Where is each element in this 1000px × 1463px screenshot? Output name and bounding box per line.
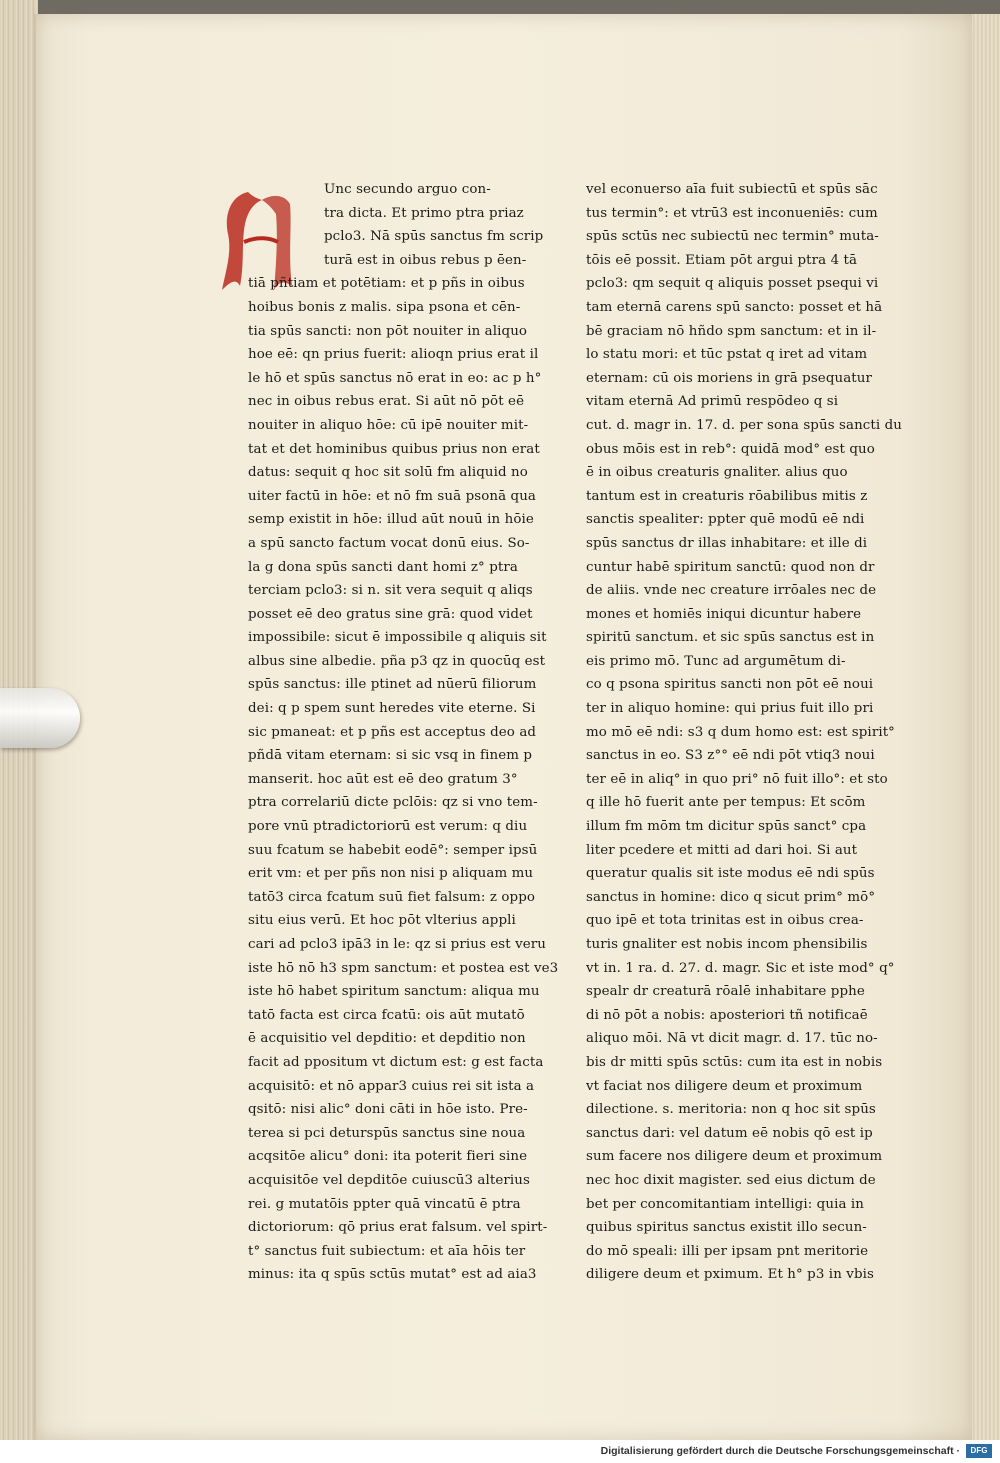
text-line: spūs sanctus: ille ptinet ad nūerū filiorum — [248, 677, 537, 693]
text-line: acquisitō: et nō appar3 cuius rei sit ista a — [248, 1078, 535, 1094]
text-line: turā est in oibus rebus p ēen- — [324, 252, 527, 268]
text-line: terea si pci deturspūs sanctus sine noua — [248, 1125, 526, 1141]
text-line: facit ad ppositum vt dictum est: g est facta — [248, 1054, 544, 1070]
text-line: pñdā vitam eternam: si sic vsq in finem p — [248, 748, 533, 764]
text-line: dilectione. s. meritoria: non q hoc sit spūs — [586, 1102, 876, 1118]
text-line: la g dona spūs sancti dant homi z° ptra — [248, 559, 518, 575]
text-line: ter eē in aliq° in quo pri° nō fuit illo°: et sto — [586, 771, 888, 787]
text-line: a spū sancto factum vocat donū eius. So- — [248, 535, 530, 551]
text-line: diligere deum et pximum. Et h° p3 in vbis — [586, 1267, 874, 1283]
right-text-column — [586, 178, 906, 1287]
left-text-column — [248, 178, 566, 1287]
text-line: Unc secundo arguo con- — [324, 182, 491, 197]
text-line: erit vm: et per pñs non nisi p aliquam mu — [248, 866, 534, 882]
text-line: ptra correlariū dicte pclōis: qz si vno tem- — [248, 795, 538, 811]
dfg-logo-icon: DFG — [966, 1444, 992, 1458]
text-line: impossibile: sicut ē impossibile q aliquis sit — [248, 630, 547, 646]
text-line: t° sanctus fuit subiectum: et aīa hōis ter — [248, 1243, 526, 1259]
text-line: quo ipē et tota trinitas est in oibus crea- — [586, 913, 864, 929]
text-line: cut. d. magr in. 17. d. per sona spūs sancti du — [586, 417, 903, 433]
text-line: tiā pñtiam et potētiam: et p pñs in oibus — [248, 276, 525, 292]
footer-bar — [0, 1440, 1000, 1463]
footer-credit: Digitalisierung gefördert durch die Deutsche Forschungsgemeinschaft · — [600, 1445, 960, 1457]
text-line: iste hō nō h3 spm sanctum: et postea est ve3 — [248, 960, 559, 976]
text-line: aliquo mōi. Nā vt dicit magr. d. 17. tūc no- — [586, 1031, 878, 1047]
text-line: bē graciam nō hñdo spm sanctum: et in il- — [586, 323, 877, 339]
binding-edge — [972, 14, 1000, 1440]
text-line: cari ad pclo3 ipā3 in le: qz si prius est veru — [248, 937, 547, 952]
text-line: hoibus bonis z malis. sipa psona et cēn- — [248, 299, 521, 315]
text-line: iste hō habet spiritum sanctum: aliqua mu — [248, 984, 540, 1000]
text-line: dictoriorum: qō prius erat falsum. vel spirt- — [248, 1220, 548, 1236]
text-line: vel econuerso aīa fuit subiectū et spūs sāc — [586, 182, 878, 197]
text-line: tus termin°: et vtrū3 est inconueniēs: cum — [586, 205, 878, 221]
text-line: suu fcatum se habebit eodē°: semper ipsū — [248, 842, 538, 858]
text-line: sanctis spealiter: ppter quē modū eē ndi — [586, 512, 865, 528]
text-line: rei. g mutatōis ppter quā vincatū ē ptra — [248, 1196, 521, 1212]
text-line: nec hoc dixit magister. sed eius dictum de — [586, 1172, 876, 1188]
text-line: ē acquisitio vel depditio: et depditio non — [248, 1031, 526, 1047]
text-line: illum fm mōm tm dicitur spūs sanct° cpa — [586, 819, 867, 835]
text-line: spealr dr creaturā rōalē inhabitare pphe — [586, 984, 865, 1000]
text-line: queratur qualis sit iste modus eē ndi spūs — [586, 866, 875, 882]
text-line: sanctus in eo. S3 z°° eē ndi pōt vtiq3 noui — [586, 748, 875, 764]
text-line: datus: sequit q hoc sit solū fm aliquid no — [248, 465, 528, 481]
text-line: le hō et spūs sanctus nō erat in eo: ac p h° — [248, 370, 542, 386]
text-line: pore vnū ptradictoriorū est verum: q diu — [248, 819, 528, 835]
text-line: turis gnaliter est nobis incom phensibilis — [586, 937, 868, 952]
text-line: do mō speali: illi per ipsam pnt meritorie — [586, 1243, 869, 1259]
text-line: posset eē deo gratus sine grā: quod videt — [248, 606, 533, 622]
text-line: albus sine albedie. pña p3 qz in quocūq est — [248, 653, 546, 669]
text-line: vt in. 1 ra. d. 27. d. magr. Sic et iste mod° q° — [586, 960, 895, 976]
text-line: cuntur habē spiritum sanctū: quod non dr — [586, 559, 875, 575]
text-line: situ eius verū. Et hoc pōt vlterius appli — [248, 913, 516, 929]
text-line: tōis eē possit. Etiam pōt argui ptra 4 tā — [586, 252, 858, 268]
text-line: minus: ita q spūs sctūs mutat° est ad aia3 — [248, 1267, 537, 1283]
text-line: eternam: cū ois moriens in grā psequatur — [586, 370, 873, 386]
text-line: vitam eternā Ad primū respōdeo q si — [586, 394, 839, 410]
text-line: di nō pōt a nobis: aposteriori tñ notificaē — [586, 1007, 868, 1023]
text-line: tatō facta est circa fcatū: ois aūt mutatō — [248, 1007, 525, 1023]
text-line: mo mō eē ndi: s3 q dum homo est: est spirit° — [586, 724, 895, 740]
text-line: tat et det hominibus quibus prius non erat — [248, 441, 540, 457]
text-line: qsitō: nisi alic° doni cāti in hōe isto. Pre- — [248, 1102, 528, 1118]
text-line: co q psona spiritus sancti non pōt eē noui — [586, 677, 874, 693]
page-clip — [0, 688, 80, 748]
text-line: q ille hō fuerit ante per tempus: Et scōm — [586, 795, 866, 811]
text-line: pclo3: qm sequit q aliquis posset psequi vi — [586, 276, 879, 292]
text-line: spūs sctūs nec subiectū nec termin° muta- — [586, 229, 879, 245]
text-line: nouiter in aliquo hōe: cū ipē nouiter mit- — [248, 417, 529, 433]
text-line: dei: q p spem sunt heredes vite eterne. Si — [248, 701, 536, 717]
text-line: uiter factū in hōe: et nō fm suā psonā qua — [248, 488, 537, 504]
text-line: liter pcedere et mitti ad dari hoi. Si aut — [586, 842, 858, 858]
text-line: pclo3. Nā spūs sanctus fm scrip — [324, 229, 544, 245]
text-line: tia spūs sancti: non pōt nouiter in aliquo — [248, 323, 528, 339]
text-line: sanctus in homine: dico q sicut prim° mō° — [586, 889, 876, 905]
text-line: nec in oibus rebus erat. Si aūt nō pōt eē — [248, 394, 525, 410]
text-line: ē in oibus creaturis gnaliter. alius quo — [586, 465, 848, 481]
text-line: hoe eē: qn prius fuerit: alioqn prius erat il — [248, 347, 539, 363]
text-line: tam eternā carens spū sancto: posset et hā — [586, 299, 883, 315]
text-line: terciam pclo3: si n. sit vera sequit q aliqs — [248, 583, 533, 599]
text-line: tra dicta. Et primo ptra priaz — [324, 205, 524, 221]
text-line: acqsitōe alicu° doni: ita poterit fieri sine — [248, 1149, 528, 1165]
text-line: bis dr mitti spūs sctūs: cum ita est in nobis — [586, 1054, 883, 1070]
text-line: de aliis. vnde nec creature irrōales nec de — [586, 583, 877, 599]
text-line: vt faciat nos diligere deum et proximum — [586, 1078, 863, 1094]
text-line: semp existit in hōe: illud aūt nouū in hōie — [248, 512, 534, 528]
text-line: tantum est in creaturis rōabilibus mitis z — [586, 488, 868, 504]
text-line: bet per concomitantiam intelligi: quia in — [586, 1196, 865, 1212]
text-line: eis primo mō. Tunc ad argumētum di- — [586, 653, 846, 669]
text-line: spūs sanctus dr illas inhabitare: et ille di — [586, 535, 868, 551]
text-line: quibus spiritus sanctus existit illo secun- — [586, 1220, 867, 1236]
text-line: manserit. hoc aūt est eē deo gratum 3° — [248, 771, 518, 787]
text-line: sic pmaneat: et p pñs est acceptus deo ad — [248, 724, 537, 740]
text-line: mones et homiēs iniqui dicuntur habere — [586, 606, 862, 622]
text-line: spiritū sanctum. et sic spūs sanctus est in — [586, 630, 875, 646]
text-line: sum facere nos diligere deum et proximum — [586, 1149, 883, 1165]
text-line: lo statu mori: et tūc pstat q iret ad vitam — [586, 347, 868, 363]
text-line: acquisitōe vel depditōe cuiuscū3 alterius — [248, 1172, 530, 1188]
text-line: tatō3 circa fcatum suū fiet falsum: z oppo — [248, 889, 536, 905]
text-line: obus mōis est in reb°: quidā mod° est quo — [586, 441, 875, 457]
text-line: ter in aliquo homine: qui prius fuit illo pri — [586, 701, 874, 717]
text-line: sanctus dari: vel datum eē nobis qō est ip — [586, 1125, 873, 1141]
